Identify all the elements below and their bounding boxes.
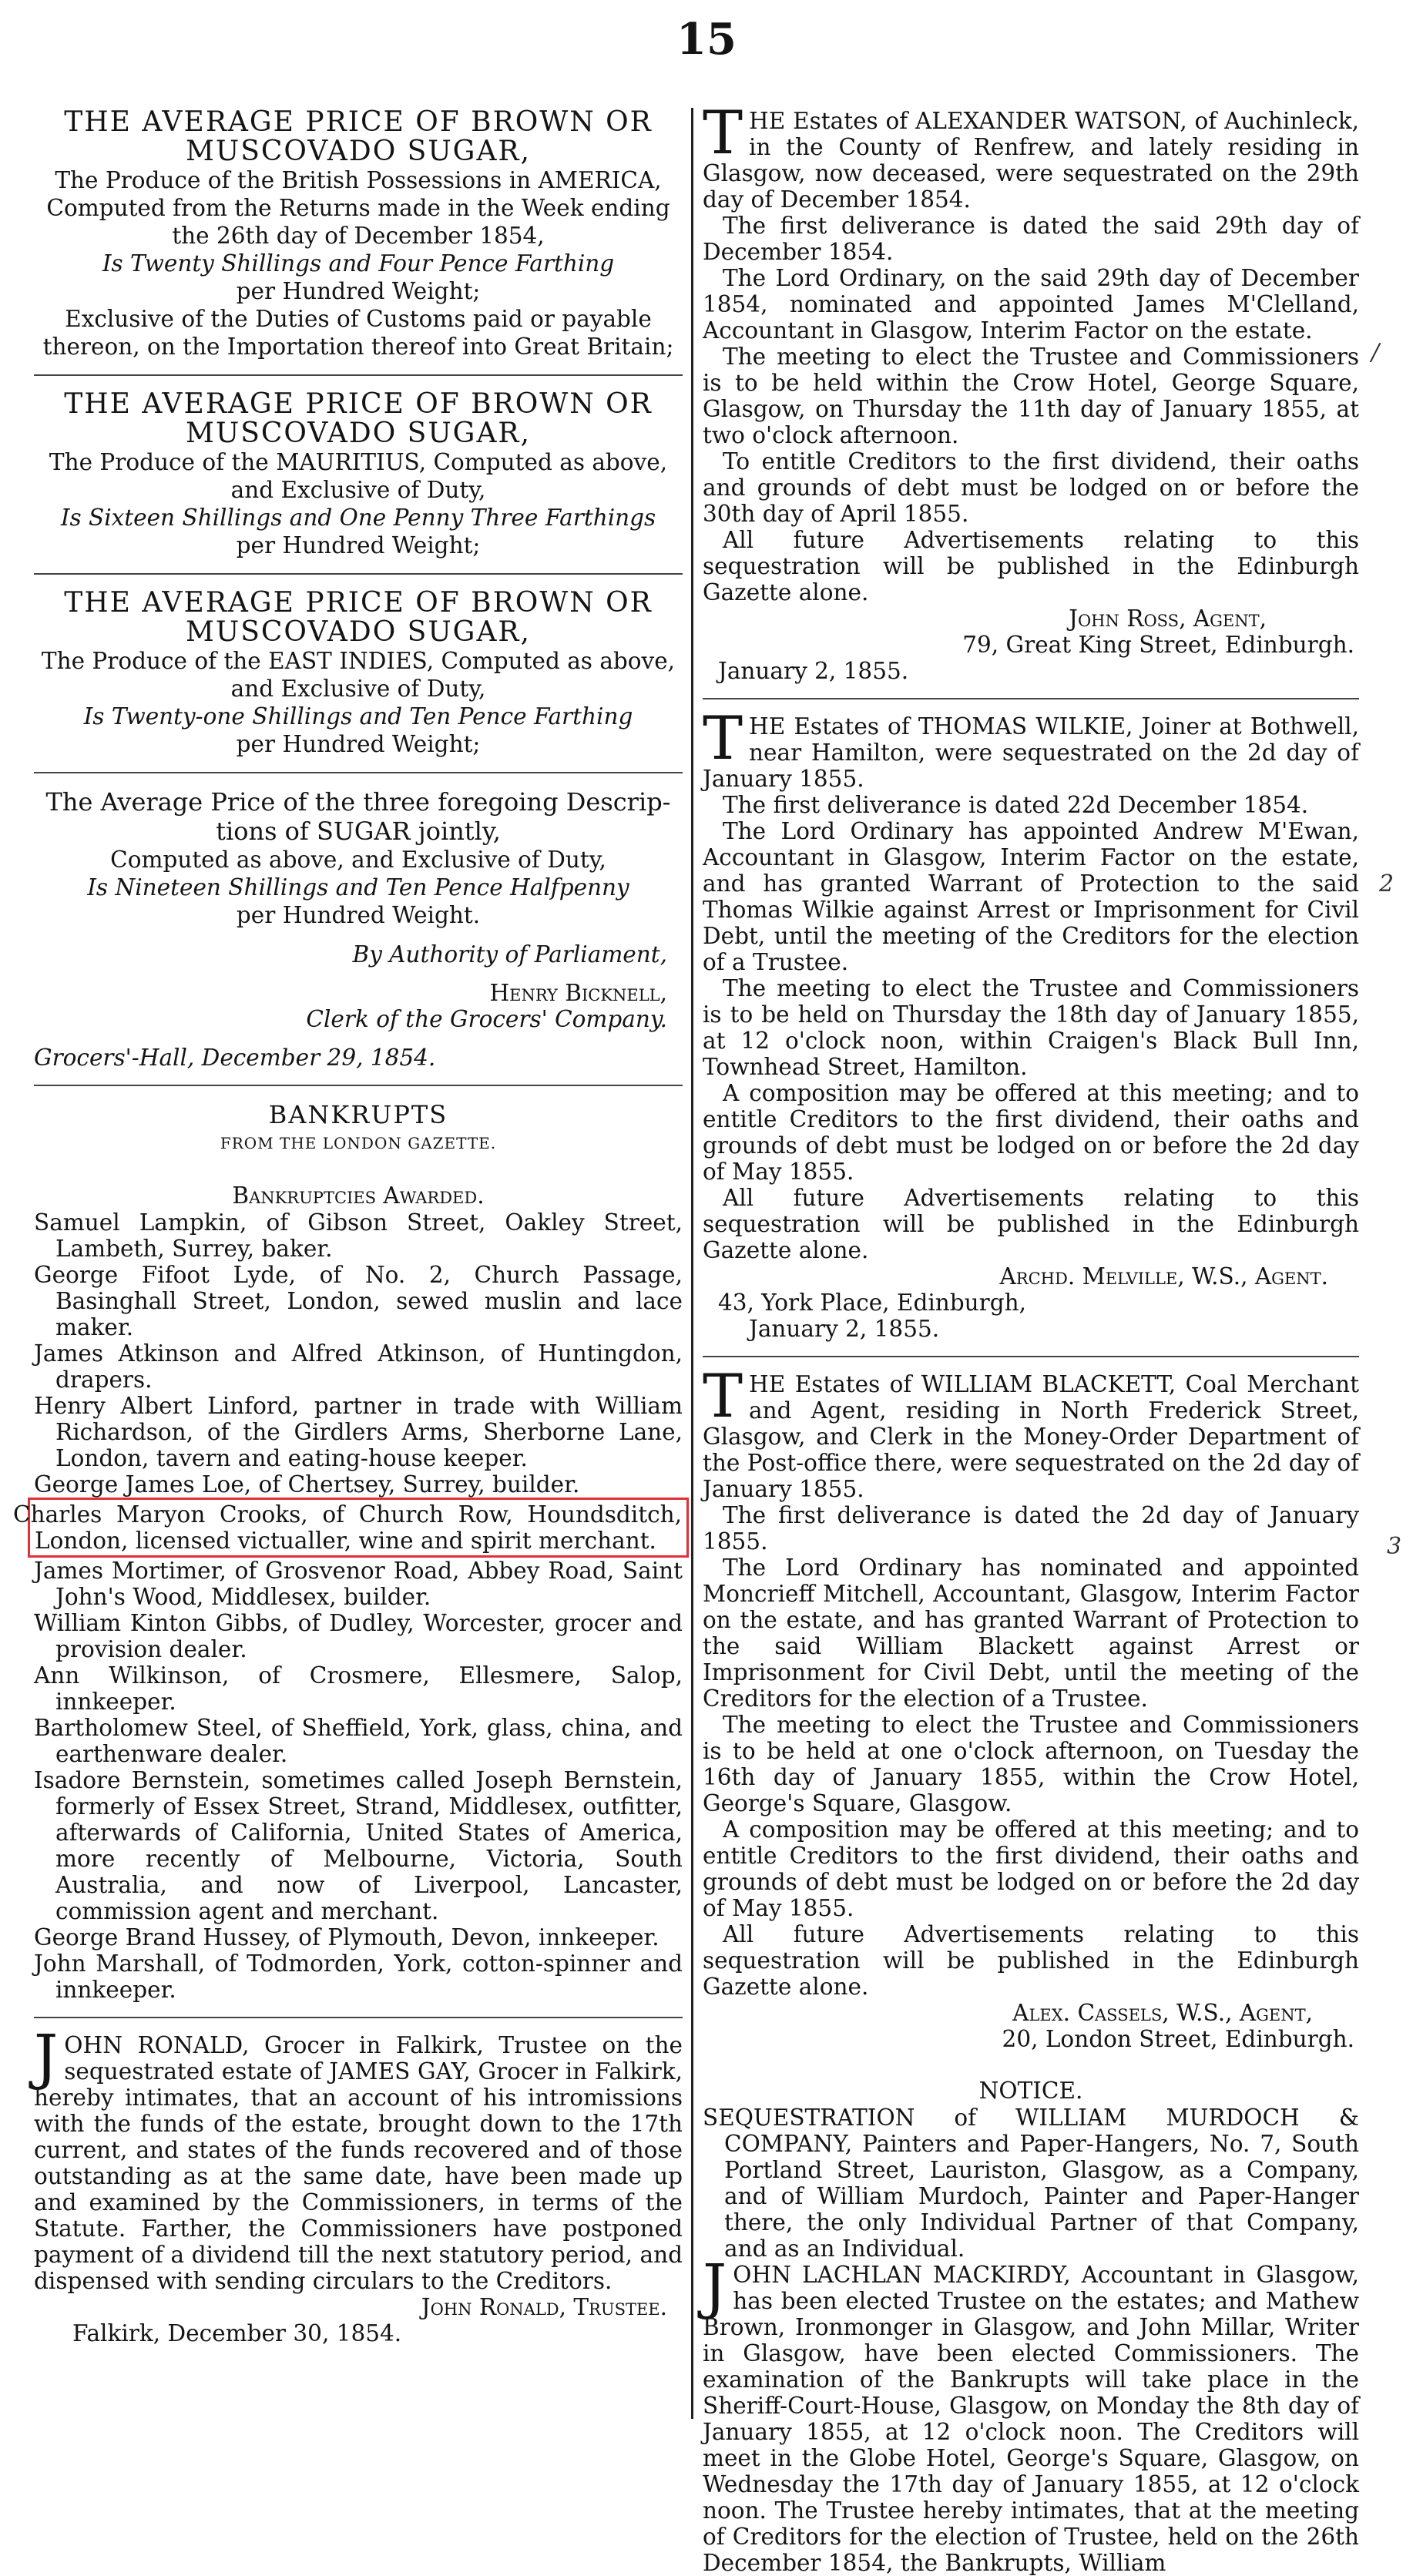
notice-line: and Exclusive of Duty,: [230, 676, 486, 702]
notice-line: thereon, on the Importation thereof into Great Britain;: [42, 334, 674, 360]
notice-paragraph: A composition may be offered at this meeting; and to entitle Creditors to the first dividend, their oaths and grounds of debt must be lodged on or before the 2d day of May 1855.: [703, 1816, 1359, 1921]
drop-cap: T: [703, 99, 743, 168]
notice-title: THE AVERAGE PRICE OF BROWN OR: [64, 106, 653, 138]
bankrupt-entry: George Brand Hussey, of Plymouth, Devon, innkeeper.: [34, 1924, 660, 1950]
dateline: January 2, 1855.: [718, 658, 909, 684]
price-line: Is Twenty-one Shillings and Ten Pence Farthing: [83, 703, 633, 730]
bankrupt-entry: George James Loe, of Chertsey, Surrey, builder.: [34, 1471, 580, 1498]
authority-line: By Authority of Parliament,: [352, 941, 667, 968]
ronald-notice: [34, 2023, 683, 2346]
notice-paragraph: The first deliverance is dated 22d December 1854.: [723, 792, 1309, 818]
agent-name: Archd. Melville, W.S., Agent.: [999, 1263, 1328, 1290]
left-column: [13, 106, 683, 2420]
page-number: 15: [676, 14, 737, 65]
sugar-notice-mauritius: [34, 390, 683, 559]
notice-line: The Produce of the British Possessions in AMERICA,: [55, 167, 662, 193]
bankrupt-entry: James Atkinson and Alfred Atkinson, of Huntingdon, drapers.: [34, 1340, 683, 1393]
blackett-notice: [703, 1362, 1359, 2052]
dateline: January 2, 1855.: [749, 1316, 940, 1342]
drop-cap: J: [703, 2252, 727, 2322]
notice-line: The Average Price of the three foregoing Descrip-: [45, 787, 671, 817]
margin-mark: 2: [1379, 870, 1395, 897]
notice-paragraph: The Lord Ordinary has nominated and appointed Moncrieff Mitchell, Accountant, Glasgow, Interim Factor on the estate, and has granted Warrant of Protection to the said William Blackett against Arrest or Imprisonment for Civil Debt, until the meeting of the Creditors for the election of a Trustee.: [703, 1555, 1359, 1712]
notice-line: The Produce of the MAURITIUS, Computed as above,: [49, 449, 668, 475]
signature: John Ronald, Trustee.: [421, 2294, 667, 2320]
notice-paragraph: SEQUESTRATION of WILLIAM MURDOCH & COMPANY, Painters and Paper-Hangers, No. 7, South Portland Street, Lauriston, Glasgow, as a Company, and of William Murdoch, Painter and Paper-Hanger there, the only Individual Partner of that Company, and as an Individual.: [703, 2105, 1359, 2262]
notice-line: the 26th day of December 1854,: [172, 223, 545, 249]
agent-name: John Ross, Agent,: [1069, 605, 1267, 632]
rule: [703, 698, 1359, 699]
column-divider: [691, 108, 693, 2419]
margin-mark: 3: [1387, 1533, 1402, 1560]
authority-block: [34, 941, 683, 1071]
notice-body: HE Estates of WILLIAM BLACKETT, Coal Merchant and Agent, residing in North Frederick Street, Glasgow, and Clerk in the Money-Order Department of the Post-office there, were sequestrated on the 2d day of January 1855.: [703, 1371, 1359, 1502]
agent-address: 79, Great King Street, Edinburgh.: [962, 632, 1354, 658]
notice-body: HE Estates of THOMAS WILKIE, Joiner at Bothwell, near Hamilton, were sequestrated on the 2d day of January 1855.: [703, 713, 1359, 792]
notice-paragraph: The meeting to elect the Trustee and Commissioners is to be held at one o'clock afternoon, on Tuesday the 16th day of January 1855, within the Crow Hotel, George's Square, Glasgow.: [703, 1712, 1359, 1816]
sugar-notice-joint: [34, 787, 683, 929]
murdoch-notice: [703, 2077, 1359, 2576]
notice-line: per Hundred Weight;: [236, 532, 481, 558]
notice-paragraph: The meeting to elect the Trustee and Commissioners is to be held within the Crow Hotel, George Square, Glasgow, on Thursday the 11th day of January 1855, at two o'clock afternoon.: [703, 344, 1359, 448]
rule: [34, 374, 683, 376]
section-subtitle: FROM THE LONDON GAZETTE.: [220, 1134, 497, 1152]
agent-name: Alex. Cassels, W.S., Agent,: [1012, 2000, 1313, 2026]
notice-body: OHN LACHLAN MACKIRDY, Accountant in Glasgow, has been elected Trustee on the estates; and Mathew Brown, Ironmonger in Glasgow, and John Millar, Writer in Glasgow, have been elected Commissioners. The examination of the Bankrupts will take place in the Sheriff-Court-House, Glasgow, on Monday the 8th day of January 1855, at 12 o'clock noon. The Creditors will meet in the Globe Hotel, George's Square, Glasgow, on Wednesday the 17th day of January 1855, at 12 o'clock noon. The Trustee hereby intimates, that at the meeting of Creditors for the election of Trustee, held on the 26th December 1854, the Bankrupts, William: [703, 2262, 1359, 2576]
notice-line: per Hundred Weight;: [236, 731, 481, 757]
rule: [703, 1356, 1359, 1357]
clerk-name: Henry Bicknell,: [489, 980, 667, 1006]
rule: [34, 772, 683, 773]
drop-cap: J: [34, 2023, 59, 2092]
notice-line: tions of SUGAR jointly,: [216, 817, 501, 846]
notice-paragraph: All future Advertisements relating to this sequestration will be published in the Edinburgh Gazette alone.: [703, 527, 1359, 605]
notice-title: THE AVERAGE PRICE OF BROWN OR: [64, 388, 653, 420]
bankrupt-entry: George Fifoot Lyde, of No. 2, Church Passage, Basinghall Street, London, sewed muslin and lace maker.: [34, 1262, 683, 1340]
bankrupt-entry: John Marshall, of Todmorden, York, cotton-spinner and innkeeper.: [34, 1950, 683, 2003]
notice-title: MUSCOVADO SUGAR,: [186, 616, 531, 648]
agent-address: 43, York Place, Edinburgh,: [718, 1290, 1027, 1316]
bankrupt-entry: Ann Wilkinson, of Crosmere, Ellesmere, Salop, innkeeper.: [34, 1662, 683, 1715]
price-line: Is Nineteen Shillings and Ten Pence Halfpenny: [87, 874, 629, 901]
notice-title: THE AVERAGE PRICE OF BROWN OR: [64, 587, 653, 619]
notice-title: MUSCOVADO SUGAR,: [186, 418, 531, 449]
notice-line: and Exclusive of Duty,: [230, 477, 486, 503]
notice-paragraph: To entitle Creditors to the first dividend, their oaths and grounds of debt must be lodged on or before the 30th day of April 1855.: [703, 448, 1359, 527]
notice-paragraph: The meeting to elect the Trustee and Commissioners is to be held on Thursday the 18th day of January 1855, at 12 o'clock noon, within Craigen's Black Bull Inn, Townhead Street, Hamilton.: [703, 975, 1359, 1080]
drop-cap: T: [703, 1362, 743, 1431]
agent-address: 20, London Street, Edinburgh.: [1002, 2026, 1354, 2052]
notice-line: per Hundred Weight.: [236, 902, 481, 928]
notice-body: OHN RONALD, Grocer in Falkirk, Trustee on the sequestrated estate of JAMES GAY, Grocer in Falkirk, hereby intimates, that an account of his intromissions with the funds of the estate, brought down to the 17th current, and states of the funds recovered and of those outstanding as at the same date, have been made up and examined by the Commissioners, in terms of the Statute. Farther, the Commissioners have postponed payment of a dividend till the next statutory period, and dispensed with sending circulars to the Creditors.: [34, 2032, 683, 2294]
rule: [34, 2017, 683, 2018]
drop-cap: T: [703, 704, 743, 773]
notice-line: Computed as above, and Exclusive of Duty,: [110, 847, 606, 873]
notice-line: The Produce of the EAST INDIES, Computed as above,: [41, 648, 676, 674]
notice-line: per Hundred Weight;: [236, 278, 481, 304]
dateline: Falkirk, December 30, 1854.: [72, 2320, 402, 2346]
notice-line: Computed from the Returns made in the Week ending: [46, 195, 670, 221]
price-line: Is Twenty Shillings and Four Pence Farthing: [102, 250, 615, 277]
bankrupts-section: [13, 1100, 683, 2003]
rule: [34, 573, 683, 575]
price-line: Is Sixteen Shillings and One Penny Three Farthings: [60, 505, 656, 531]
dateline: Grocers'-Hall, December 29, 1854.: [34, 1045, 436, 1071]
subsection-title: Bankruptcies Awarded.: [232, 1182, 485, 1209]
notice-body: HE Estates of ALEXANDER WATSON, of Auchinleck, in the County of Renfrew, and lately residing in Glasgow, now deceased, were sequestrated on the 29th day of December 1854.: [703, 108, 1359, 213]
notice-paragraph: The first deliverance is dated the 2d day of January 1855.: [703, 1502, 1359, 1555]
sugar-notice-america: [34, 108, 683, 361]
wilkie-notice: [703, 704, 1359, 1342]
bankrupt-entry: James Mortimer, of Grosvenor Road, Abbey Road, Saint John's Wood, Middlesex, builder.: [34, 1558, 683, 1610]
bankrupt-entry: Isadore Bernstein, sometimes called Joseph Bernstein, formerly of Essex Street, Strand, Middlesex, outfitter, afterwards of California, United States of America, more recently of Melbourne, Victoria, South Australia, and now of Liverpool, Lancaster, commission agent and merchant.: [34, 1767, 683, 1924]
sugar-notice-east-indies: [34, 589, 683, 758]
right-column: [703, 99, 1359, 2576]
notice-paragraph: The Lord Ordinary, on the said 29th day of December 1854, nominated and appointed James M'Clelland, Accountant in Glasgow, Interim Factor on the estate.: [703, 265, 1359, 344]
notice-line: Exclusive of the Duties of Customs paid or payable: [65, 306, 652, 332]
watson-notice: [703, 99, 1359, 684]
margin-mark: /: [1371, 339, 1380, 366]
section-title: BANKRUPTS: [268, 1100, 448, 1129]
notice-paragraph: A composition may be offered at this meeting; and to entitle Creditors to the first dividend, their oaths and grounds of debt must be lodged on or before the 2d day of May 1855.: [703, 1080, 1359, 1185]
bankrupt-entry: Bartholomew Steel, of Sheffield, York, glass, china, and earthenware dealer.: [34, 1715, 683, 1767]
notice-paragraph: The first deliverance is dated the said 29th day of December 1854.: [703, 213, 1359, 265]
notice-title: MUSCOVADO SUGAR,: [186, 136, 531, 167]
bankrupt-entry: Henry Albert Linford, partner in trade with William Richardson, of the Girdlers Arms, Sherborne Lane, London, tavern and eating-house keeper.: [34, 1393, 683, 1471]
rule: [34, 1085, 683, 1086]
notice-paragraph: All future Advertisements relating to this sequestration will be published in the Edinburgh Gazette alone.: [703, 1185, 1359, 1263]
bankrupt-entry: William Kinton Gibbs, of Dudley, Worcester, grocer and provision dealer.: [34, 1610, 683, 1662]
notice-title: NOTICE.: [978, 2078, 1083, 2104]
notice-paragraph: The Lord Ordinary has appointed Andrew M'Ewan, Accountant in Glasgow, Interim Factor on the estate, and has granted Warrant of Protection to the said Thomas Wilkie against Arrest or Imprisonment for Civil Debt, until the meeting of the Creditors for the election of a Trustee.: [703, 818, 1359, 975]
clerk-title: Clerk of the Grocers' Company.: [306, 1006, 667, 1032]
notice-paragraph: All future Advertisements relating to this sequestration will be published in the Edinburgh Gazette alone.: [703, 1921, 1359, 2000]
bankrupt-entry: Samuel Lampkin, of Gibson Street, Oakley Street, Lambeth, Surrey, baker.: [34, 1209, 683, 1262]
highlighted-bankrupt-entry: Charles Maryon Crooks, of Church Row, Houndsditch, London, licensed victualler, wine and spirit merchant.: [28, 1498, 689, 1558]
